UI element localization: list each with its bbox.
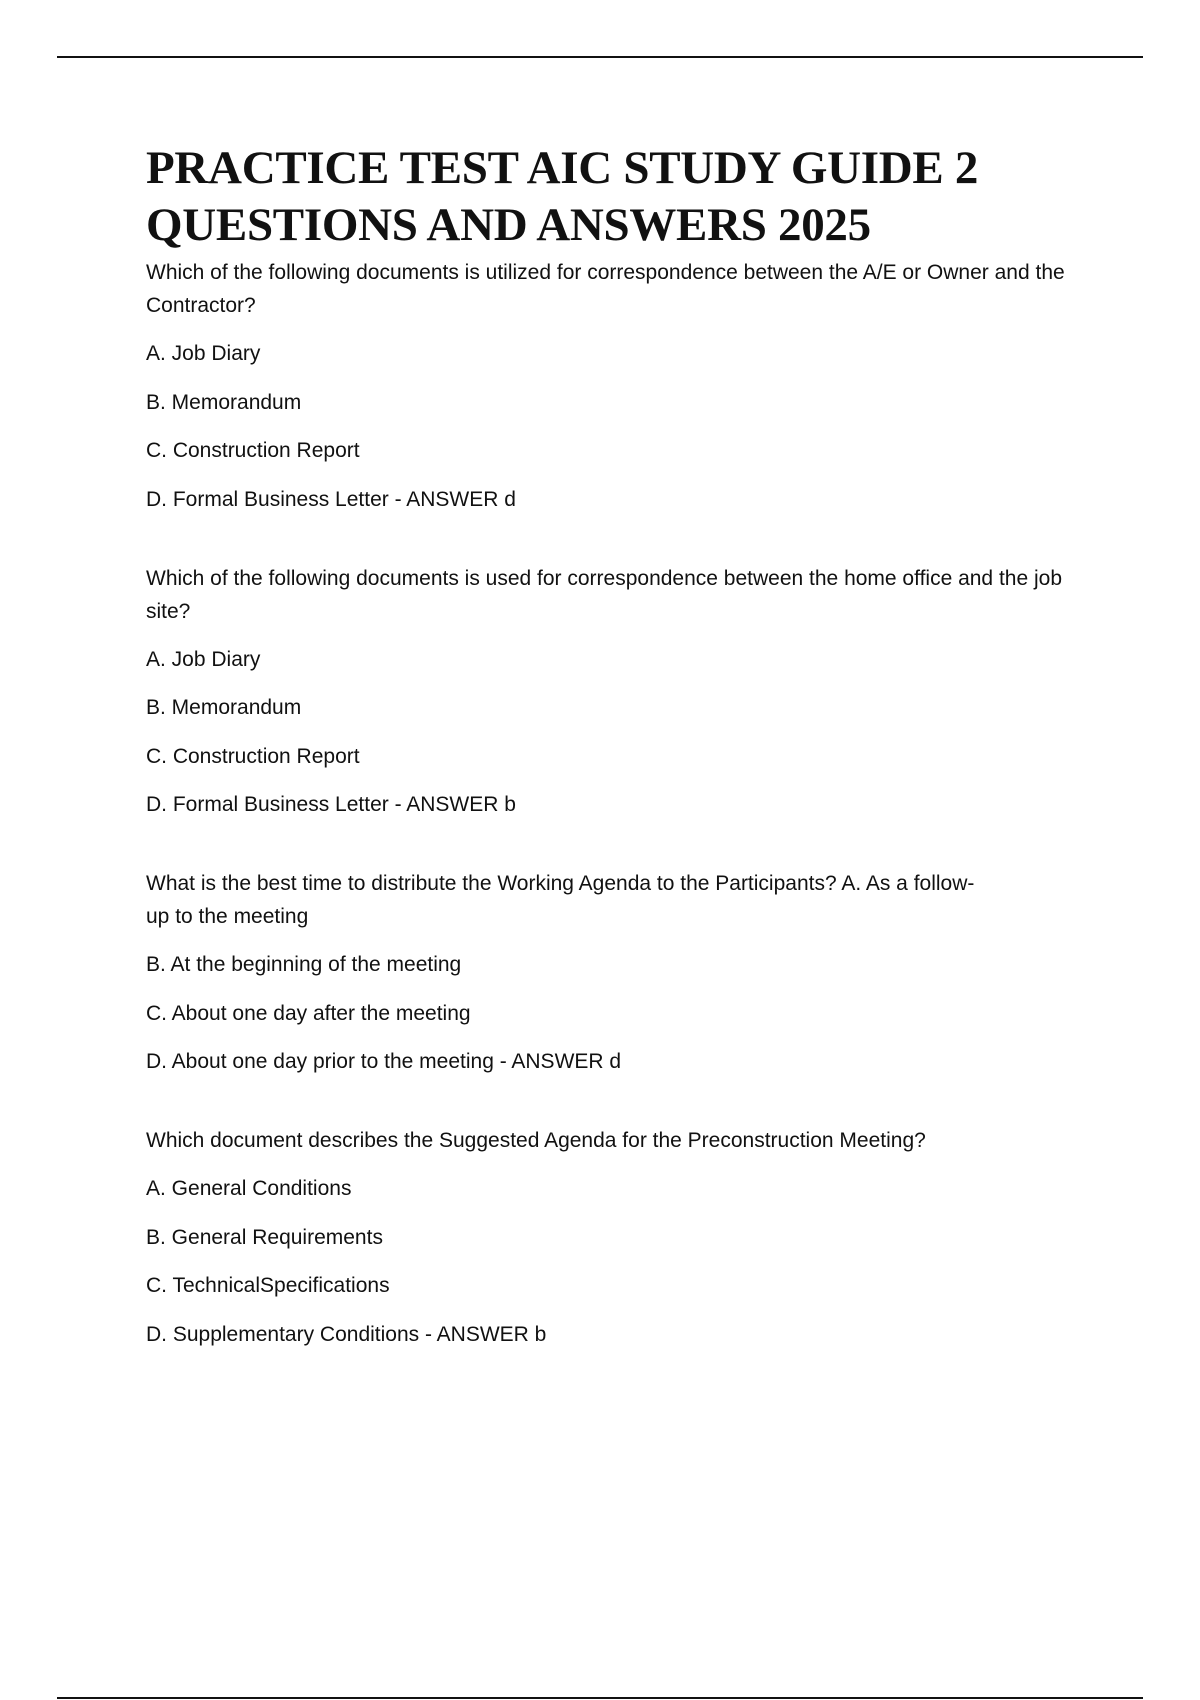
answer-option: C. Construction Report (146, 744, 360, 768)
title-line-1: PRACTICE TEST AIC STUDY GUIDE 2 (146, 142, 979, 194)
answer-option: D. Formal Business Letter - ANSWER b (146, 793, 516, 816)
answer-option: A. Job Diary (146, 342, 261, 365)
question-text-line-2: up to the meeting (146, 905, 309, 928)
question-4 (146, 1124, 1106, 1351)
title-line-2: QUESTIONS AND ANSWERS 2025 (146, 199, 871, 251)
answer-option: C. Construction Report (146, 439, 360, 462)
answer-option: C. TechnicalSpecifications (146, 1274, 390, 1297)
question-text: Which of the following documents is used for correspondence between the home office and the job site? (146, 566, 1063, 623)
question-text (146, 867, 1106, 933)
answer-option: B. At the beginning of the meeting (146, 953, 462, 976)
top-rule (57, 56, 1143, 58)
document-title (146, 140, 1106, 254)
question-text-line-1: What is the best time to distribute the Working Agenda to the Participants? A. As a follow- (146, 872, 975, 895)
document-body (146, 140, 1106, 1366)
answer-option: A. Job Diary (146, 647, 261, 671)
question-text: Which of the following documents is utilized for correspondence between the A/E or Owner and the Contractor? (146, 261, 1065, 317)
answer-option: D. Supplementary Conditions - ANSWER b (146, 1322, 547, 1346)
question-1 (146, 256, 1106, 516)
answer-option: D. Formal Business Letter - ANSWER d (146, 487, 516, 511)
bottom-rule (57, 1697, 1143, 1699)
answer-option: D. About one day prior to the meeting - ANSWER d (146, 1050, 622, 1073)
answer-option: B. Memorandum (146, 696, 302, 719)
question-2 (146, 562, 1106, 822)
answer-option: A. General Conditions (146, 1177, 352, 1200)
question-3 (146, 867, 1106, 1078)
answer-option: B. Memorandum (146, 390, 302, 414)
answer-option: C. About one day after the meeting (146, 1001, 471, 1025)
answer-option: B. General Requirements (146, 1225, 383, 1249)
question-text: Which document describes the Suggested Agenda for the Preconstruction Meeting? (146, 1129, 926, 1152)
